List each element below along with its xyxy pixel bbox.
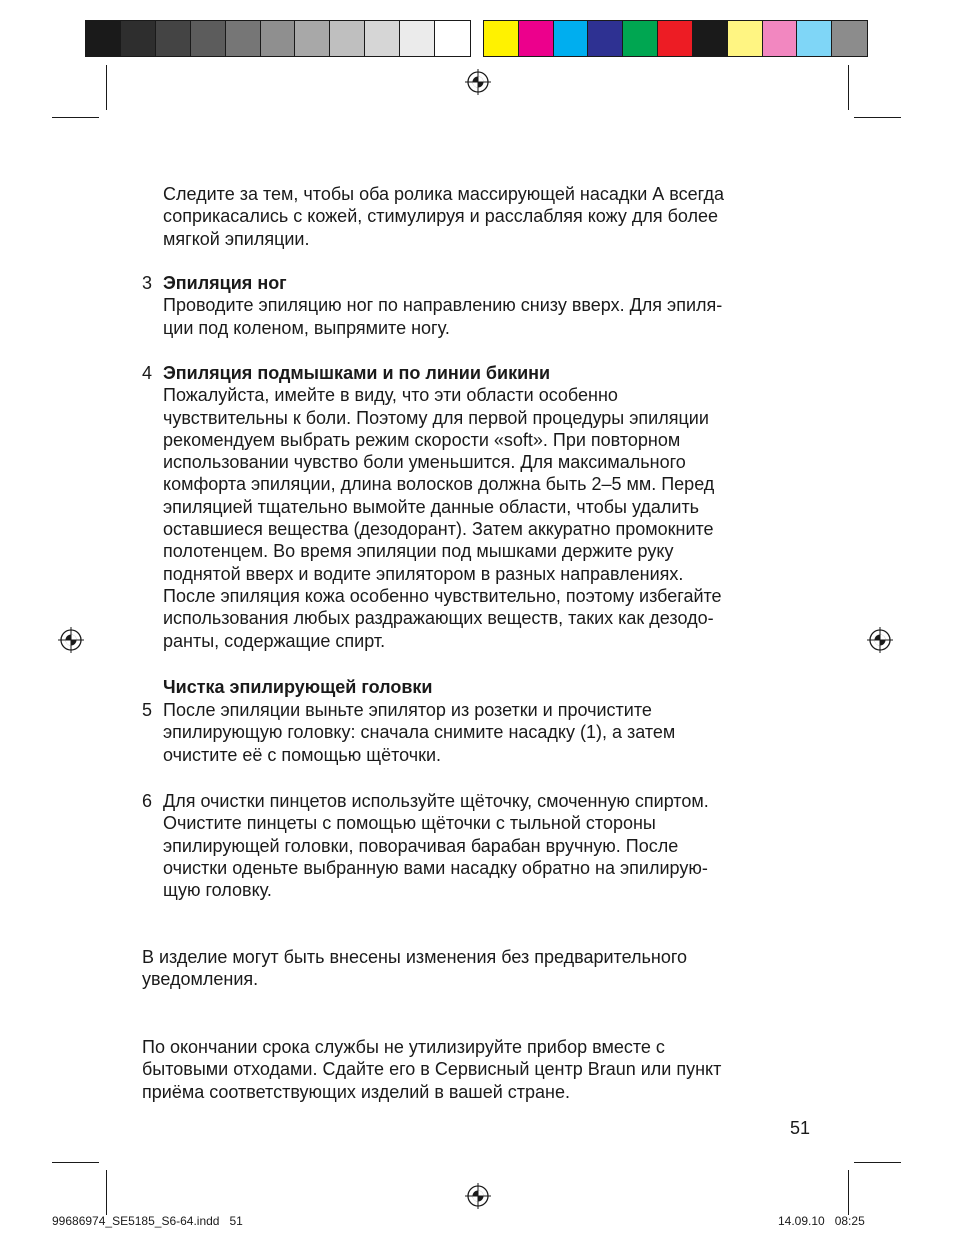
crop-mark <box>848 65 849 110</box>
text-line: ции под коленом, выпрямите ногу. <box>163 317 450 338</box>
crop-mark <box>52 1162 99 1163</box>
step-number: 5 <box>142 700 153 720</box>
text-line: очистки оденьте выбранную вами насадку обратно на эпилирую- <box>163 857 708 878</box>
color-swatch <box>86 21 121 56</box>
color-swatch <box>121 21 156 56</box>
step-4-block <box>163 362 722 652</box>
crop-mark <box>854 117 901 118</box>
text-line: мягкой эпиляции. <box>163 228 310 249</box>
text-line: Очистите пинцеты с помощью щёточки с тыльной стороны <box>163 813 656 834</box>
text-line: использовании чувство боли уменьшится. Для максимального <box>163 452 686 473</box>
color-swatch <box>365 21 400 56</box>
registration-mark-icon <box>465 1183 491 1209</box>
disposal-paragraph <box>142 1036 721 1103</box>
text-line: рекомендуем выбрать режим скорости «soft». При повторном <box>163 429 681 450</box>
crop-mark <box>854 1162 901 1163</box>
text-line: уведомления. <box>142 969 259 990</box>
text-line: Пожалуйста, имейте в виду, что эти области особенно <box>163 385 618 406</box>
color-swatch <box>400 21 435 56</box>
registration-mark-icon <box>867 627 893 653</box>
color-swatch <box>832 21 867 56</box>
color-swatch <box>728 21 763 56</box>
text-line: чувствительны к боли. Поэтому для первой процедуры эпиляции <box>163 407 709 428</box>
color-swatch <box>156 21 191 56</box>
color-swatch <box>588 21 623 56</box>
color-swatch <box>763 21 798 56</box>
text-line: После эпиляция кожа особенно чувствительно, поэтому избегайте <box>163 585 722 606</box>
color-swatch <box>623 21 658 56</box>
text-line: По окончании срока службы не утилизируйте прибор вместе с <box>142 1037 665 1057</box>
text-line: Следите за тем, чтобы оба ролика массирующей насадки А всегда <box>163 184 724 204</box>
footer-file-info: 99686974_SE5185_S6-64.indd 51 <box>52 1214 243 1228</box>
crop-mark <box>106 1170 107 1215</box>
text-line: использования любых раздражающих веществ, таких как дезодо- <box>163 608 714 629</box>
color-swatch <box>191 21 226 56</box>
color-swatch <box>554 21 589 56</box>
text-line: ранты, содержащие спирт. <box>163 630 386 651</box>
page-number: 51 <box>790 1118 811 1138</box>
color-swatch <box>519 21 554 56</box>
step-5-block <box>163 699 675 766</box>
color-swatch <box>658 21 693 56</box>
color-swatch <box>797 21 832 56</box>
text-line: Для очистки пинцетов используйте щёточку, смоченную спиртом. <box>163 791 709 811</box>
step-number: 6 <box>142 791 153 811</box>
text-line: очистите её с помощью щёточки. <box>163 744 442 765</box>
color-swatch <box>330 21 365 56</box>
grayscale-color-bar <box>85 20 471 57</box>
color-swatch <box>484 21 519 56</box>
text-line: эпилирующей головки, поворачивая барабан вручную. После <box>163 835 679 856</box>
process-color-bar <box>483 20 868 57</box>
crop-mark <box>52 117 99 118</box>
color-swatch <box>295 21 330 56</box>
text-line: комфорта эпиляции, длина волосков должна быть 2–5 мм. Перед <box>163 474 715 495</box>
text-line: бытовыми отходами. Сдайте его в Сервисный центр Braun или пункт <box>142 1059 722 1080</box>
step-title: Эпиляция ног <box>163 273 287 293</box>
section-title: Чистка эпилирующей головки <box>163 677 433 697</box>
crop-mark <box>106 65 107 110</box>
text-line: щую головку. <box>163 880 272 901</box>
text-line: В изделие могут быть внесены изменения без предварительного <box>142 947 688 967</box>
crop-mark <box>848 1170 849 1215</box>
step-number: 3 <box>142 273 153 293</box>
color-swatch <box>435 21 470 56</box>
text-line: соприкасались с кожей, стимулируя и расслабляя кожу для более <box>163 206 719 227</box>
footer-datetime: 14.09.10 08:25 <box>778 1214 865 1228</box>
text-line: эпилирующую головку: сначала снимите насадку (1), а затем <box>163 722 676 743</box>
color-swatch <box>261 21 296 56</box>
registration-mark-icon <box>58 627 84 653</box>
text-line: поднятой вверх и водите эпилятором в разных направлениях. <box>163 563 684 584</box>
text-line: приёма соответствующих изделий в вашей стране. <box>142 1081 570 1102</box>
step-title: Эпиляция подмышками и по линии бикини <box>163 363 551 383</box>
text-line: Проводите эпиляцию ног по направлению снизу вверх. Для эпиля- <box>163 295 723 316</box>
text-line: эпиляцией тщательно вымойте данные области, чтобы удалить <box>163 496 700 517</box>
step-number: 4 <box>142 363 153 383</box>
registration-mark-icon <box>465 69 491 95</box>
step-6-block <box>163 790 709 901</box>
text-line: оставшиеся вещества (дезодорант). Затем аккуратно промокните <box>163 519 714 540</box>
step-3-block <box>163 272 722 339</box>
text-line: После эпиляции выньте эпилятор из розетки и прочистите <box>163 700 652 720</box>
intro-paragraph <box>163 183 724 250</box>
color-swatch <box>226 21 261 56</box>
notice-paragraph <box>142 946 687 991</box>
text-line: полотенцем. Во время эпиляции под мышками держите руку <box>163 541 674 562</box>
color-swatch <box>693 21 728 56</box>
